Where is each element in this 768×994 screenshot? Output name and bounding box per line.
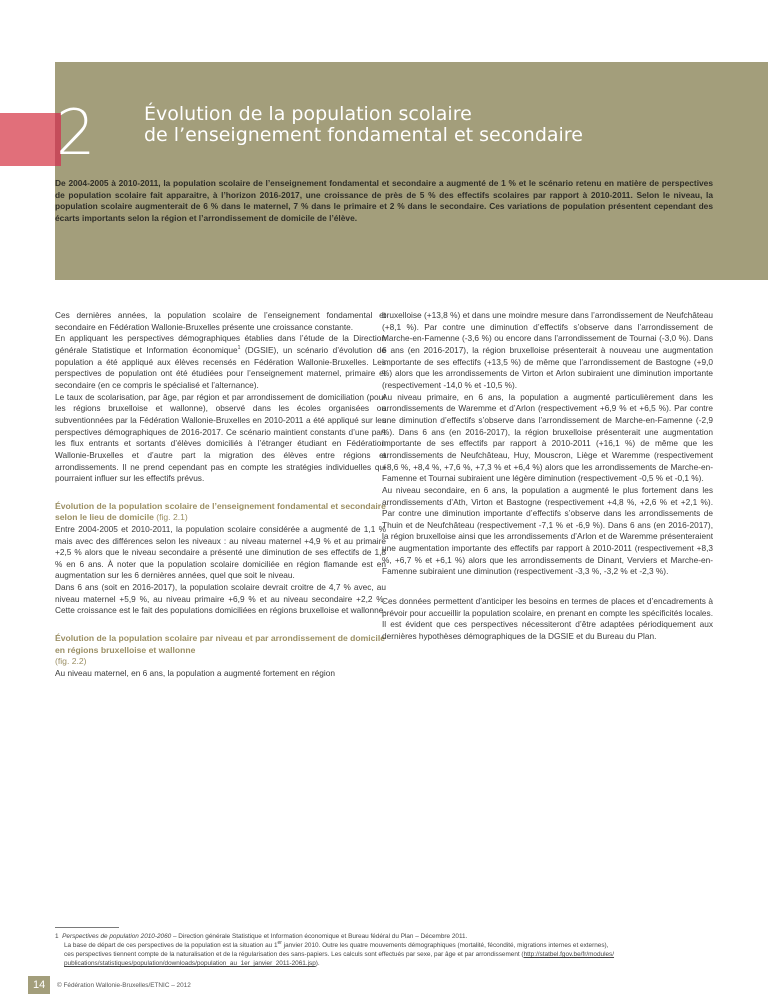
section-subheading: Évolution de la population scolaire de l’enseignement fondamental et secondaire selon le lieu de domicile (fig. 2.1) xyxy=(55,500,386,523)
paragraph: Au niveau secondaire, en 6 ans, la population a augmenté le plus fortement dans les arrondissements d’Ath, Virton et Bastogne (respectivement +4,8 %, +2,6 % et +2,1 %). Par contre une diminution importante d’effectifs s’observe dans les arrondissements de Thuin et de Neufchâteau (respectivement -7,1 % et -6,9 %). Dans 6 ans (en 2016-2017), la région bruxelloise ainsi que les arrondissements d’Arlon et de Waremme présenteraient une augmentation importante des effectifs par rapport à 2010-2011 (respectivement +8,3 %, +6,7 % et +6,1 %) alors que les arrondissements de Dinant, Verviers et Marche-en-Famenne subiraient une diminution (respectivement -3,3 %, -3,2 % et -2,3 %). xyxy=(382,484,713,577)
paragraph: Entre 2004-2005 et 2010-2011, la population scolaire considérée a augmenté de 1,1 % mais avec des différences selon les niveaux : au niveau maternel +4,9 % et au primaire +2,5 % alors que le niveau secondaire a présenté une diminution de ses effectifs de 1,8 % en 6 ans. À noter que la population scolaire domiciliée en région flamande est en augmentation sur les 6 dernières années, quel que soit le niveau. xyxy=(55,523,386,581)
figure-reference: (fig. 2.1) xyxy=(153,512,188,523)
paragraph: Au niveau primaire, en 6 ans, la population a augmenté particulièrement dans les arrondissements de Waremme et d’Arlon (respectivement +6,9 % et +6,5 %). Par contre une diminution d’effectifs s’observe dans l’arrondissement de Marche-en-Famenne (-2,9 %). Dans 6 ans (en 2016-2017), la région bruxelloise présenterait une augmentation importante de ses effectifs par rapport à 2010-2011 (+16,1 %) de même que les arrondissements de Neufchâteau, Huy, Mouscron, Liège et Waremme (respectivement +8,6 %, +8,4 %, +7,6 %, +7,3 % et +6,4 %) alors que les arrondissements de Marche-en-Famenne et Tournai subiraient une légère diminution (respectivement -0,5 % et -0,1 %). xyxy=(382,391,713,484)
paragraph: Le taux de scolarisation, par âge, par région et par arrondissement de domiciliation (pour les régions bruxelloise et wallonne), observé dans les écoles organisées ou subventionnées par la Fédération Wallonie-Bruxelles en 2010-2011 a été appliqué sur les perspectives démographiques de 2016-2017. Ce scénario maintient constants d’une part les flux entrants et sortants d’élèves domiciliés à l’étranger étudiant en Fédération Wallonie-Bruxelles et d’autre part la migration des élèves entre régions et arrondissements. Il ne prend cependant pas en compte les stratégies individuelles qui pourraient influer sur les effectifs prévus. xyxy=(55,391,386,484)
paragraph: Au niveau maternel, en 6 ans, la population a augmenté fortement en région xyxy=(55,667,335,678)
chapter-marker-block xyxy=(0,113,55,166)
section-subheading: Évolution de la population scolaire par niveau et par arrondissement de domicile en régions bruxelloise et wallonne (fig. 2.2) xyxy=(55,633,385,667)
footnote-number: 1 xyxy=(55,933,59,940)
footnote-source-title: Perspectives de population 2010-2060 xyxy=(62,933,172,940)
right-text-column xyxy=(382,310,713,643)
copyright-notice: © Fédération Wallonie-Bruxelles/ETNIC – 2012 xyxy=(57,982,191,989)
page-number: 14 xyxy=(33,979,46,991)
statbel-link[interactable]: http://statbel.fgov.be/fr/modules/ xyxy=(523,951,615,958)
paragraph: Ces dernières années, la population scolaire de l’enseignement fondamental et secondaire en Fédération Wallonie-Bruxelles présente une croissance constante. xyxy=(55,310,386,332)
chapter-title-line-1: Évolution de la population scolaire xyxy=(144,103,472,125)
paragraph: bruxelloise (+13,8 %) et dans une moindre mesure dans l’arrondissement de Neufchâteau (+8,1 %). Par contre une diminution d’effectifs s’observe dans l’arrondissement de Marche-en-Famenne (-3,6 %) ou encore dans l’arrondissement de Tournai (-3,0 %). Dans 6 ans (en 2016-2017), la région bruxelloise présenterait à nouveau une augmentation importante de ses effectifs (+13,5 %) de même que l’arrondissement de Bastogne (+9,0 %) alors que les arrondissements de Virton et Arlon subiraient une diminution importante (respectivement -14,0 % et -10,5 %). xyxy=(382,310,713,390)
left-text-column xyxy=(55,310,386,679)
paragraph: Ces données permettent d’anticiper les besoins en termes de places et d’encadrements à prévoir pour accueillir la population scolaire, en prenant en compte les spécificités locales. Il est évident que ces perspectives nécessiteront d’être adaptées périodiquement aux dernières hypothèses démographiques de la DGSIE et du Bureau du Plan. xyxy=(382,596,713,642)
statbel-link-continued[interactable]: publications/statistiques/population/downloads/population_au_1er_janvier_2011-2061.jsp xyxy=(64,960,316,967)
footnote-reference: 1 xyxy=(237,345,241,352)
chapter-title xyxy=(144,104,704,146)
chapter-title-line-2: de l’enseignement fondamental et secondaire xyxy=(144,124,583,146)
paragraph: Dans 6 ans (soit en 2016-2017), la population scolaire devrait croitre de 4,7 % avec, au niveau maternel +5,9 %, au niveau primaire +6,9 % et au niveau secondaire +2,2 %. Cette croissance est le fait des populations domiciliées en régions bruxelloise et wallonne. xyxy=(55,582,386,616)
footnote-divider xyxy=(55,927,119,928)
footnote: 1 Perspectives de population 2010-2060 – Direction générale Statistique et Information économique et Bureau fédéral du Plan – Décembre 2011. La base de départ de ces perspectives de la population est la situation au 1er janvier 2010. Outre les quatre mouvements démographiques (mortalité, fécondité, migrations internes et externes), ces perspectives tiennent compte de la naturalisation et de la régularisation des sans-papiers. Les calculs sont effectués par sexe, par âge et par arrondissement (http://statbel.fgov.be/fr/modules/ publications/statistiques/population/downloads/population_au_1er_janvier_2011-2061.jsp). xyxy=(55,933,615,967)
chapter-number: 2 xyxy=(56,96,96,169)
figure-reference: (fig. 2.2) xyxy=(55,656,87,667)
chapter-intro-summary: De 2004-2005 à 2010-2011, la population scolaire de l’enseignement fondamental et secondaire a augmenté de 1 % et le scénario retenu en matière de perspectives de population scolaire fait apparaitre, à l’horizon 2016-2017, une croissance de près de 5 % des effectifs scolaires par rapport à 2010-2011. Selon le niveau, la population scolaire augmenterait de 6 % dans le maternel, 7 % dans le primaire et 2 % dans le secondaire. Ces variations de population présentent cependant des écarts importants selon la région et l’arrondissement de domicile de l’élève. xyxy=(55,178,713,223)
paragraph: En appliquant les perspectives démographiques établies dans l’étude de la Direction générale Statistique et Information économique$^1$ (DGSIE), un scénario d’évolution de population a été appliqué aux élèves recensés en Fédération Wallonie-Bruxelles. Les perspectives de population ont été étudiées pour l’enseignement maternel, primaire et secondaire (en ce compris le spécialisé et l’alternance). xyxy=(55,333,386,390)
